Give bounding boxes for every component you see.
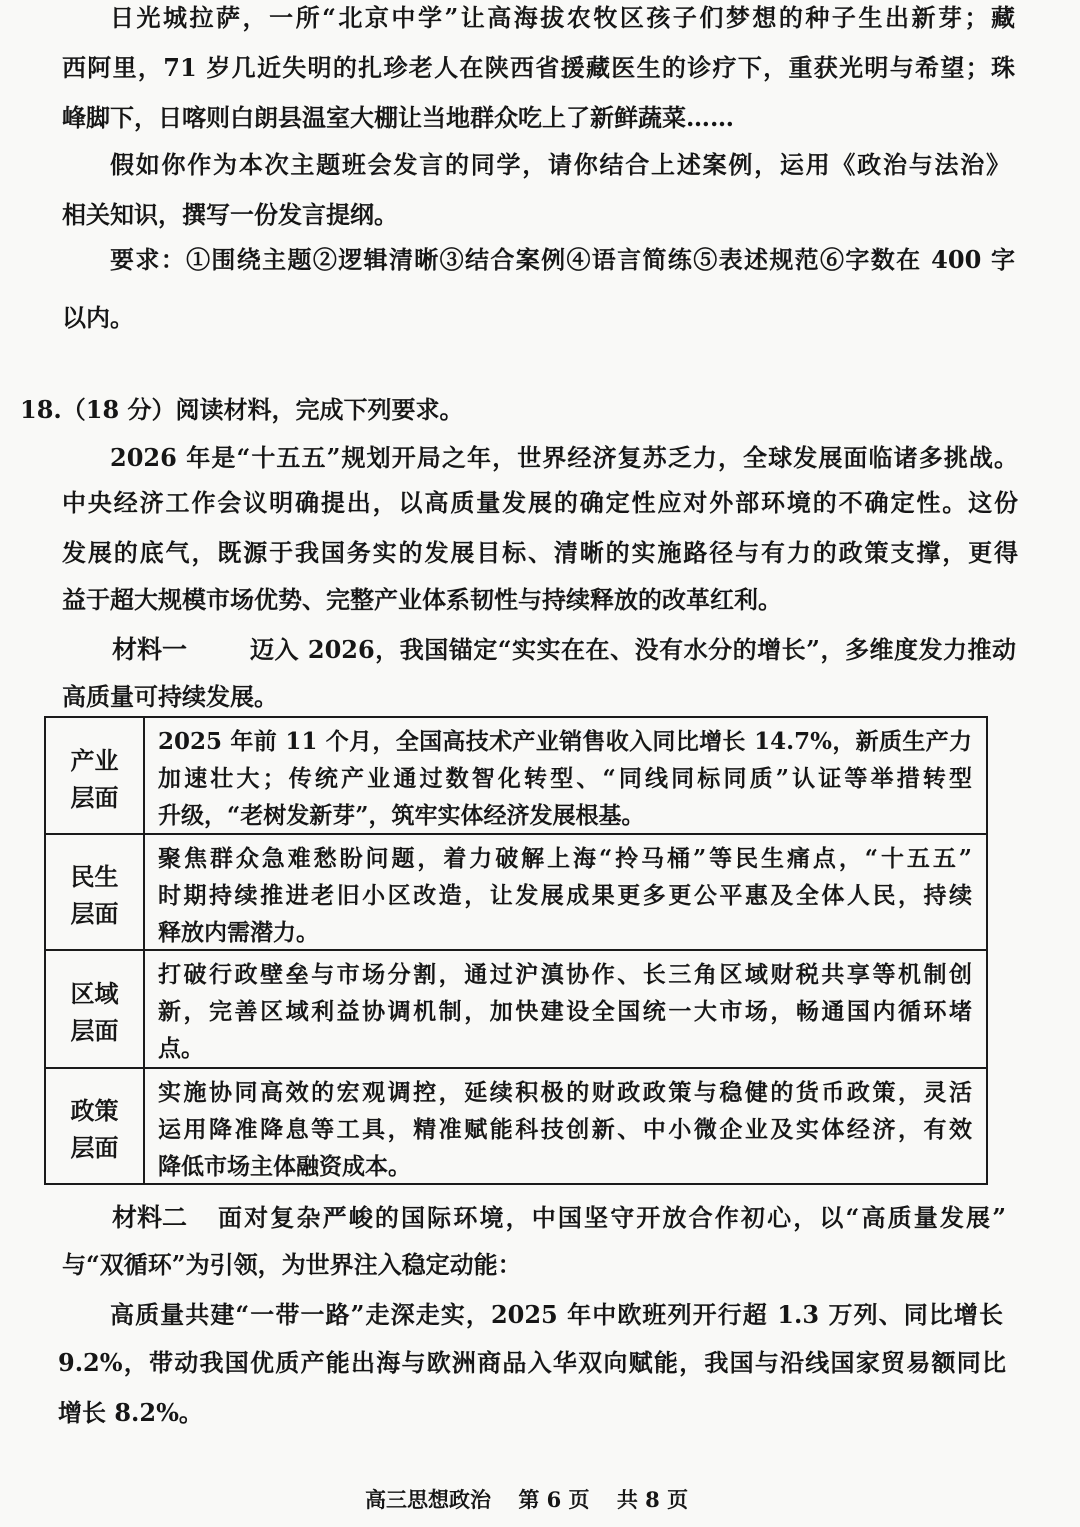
material-1-table xyxy=(44,716,988,1185)
row-label xyxy=(46,951,145,1067)
row-content-line: 运用降准降息等工具，精准赋能科技创新、中小微企业及实体经济，有效 xyxy=(158,1116,972,1143)
table-row-industry xyxy=(46,718,986,833)
footer-page-total: 共 8 页 xyxy=(616,1487,689,1512)
row-content-line: 点。 xyxy=(158,1035,204,1062)
task-line: 假如你作为本次主题班会发言的同学，请你结合上述案例，运用《政治与法治》 xyxy=(110,150,1010,179)
row-content xyxy=(145,718,986,833)
material-1-line: 高质量可持续发展。 xyxy=(62,682,278,711)
row-content-line: 新，完善区域利益协调机制，加快建设全国统一大市场，畅通国内循环堵 xyxy=(158,998,972,1025)
task-line: 相关知识，撰写一份发言提纲。 xyxy=(62,200,398,229)
row-content xyxy=(145,835,986,949)
row-content-line: 降低市场主体融资成本。 xyxy=(158,1153,411,1180)
material-1-label: 材料一 xyxy=(112,635,188,664)
row-content-line: 实施协同高效的宏观调控，延续积极的财政政策与稳健的货币政策，灵活 xyxy=(158,1079,972,1106)
case-line: 日光城拉萨，一所“北京中学”让高海拔农牧区孩子们梦想的种子生出新芽；藏 xyxy=(110,3,1015,32)
material-2-label: 材料二 xyxy=(112,1203,188,1232)
intro-line: 中央经济工作会议明确提出，以高质量发展的确定性应对外部环境的不确定性。这份 xyxy=(62,488,1018,517)
row-label-text: 民生层面 xyxy=(70,862,119,928)
requirement-line: 以内。 xyxy=(62,303,134,332)
row-label xyxy=(46,1069,145,1183)
requirement-line: 要求：①围绕主题②逻辑清晰③结合案例④语言简练⑤表述规范⑥字数在 400 字 xyxy=(110,245,1015,274)
case-line: 西阿里，71 岁几近失明的扎珍老人在陕西省援藏医生的诊疗下，重获光明与希望；珠 xyxy=(62,53,1015,82)
material-2-detail-line: 增长 8.2%。 xyxy=(58,1398,203,1427)
row-label xyxy=(46,835,145,949)
material-1-line: 迈入 2026，我国锚定“实实在在、没有水分的增长”，多维度发力推动 xyxy=(250,635,1016,664)
row-content xyxy=(145,951,986,1067)
table-row-livelihood xyxy=(46,833,986,949)
material-2-detail-line: 9.2%，带动我国优质产能出海与欧洲商品入华双向赋能，我国与沿线国家贸易额同比 xyxy=(58,1348,1006,1377)
intro-line: 益于超大规模市场优势、完整产业体系韧性与持续释放的改革红利。 xyxy=(62,585,782,614)
material-2-line: 与“双循环”为引领，为世界注入稳定动能： xyxy=(62,1250,522,1279)
row-label-text: 政策层面 xyxy=(70,1096,119,1162)
row-content-line: 时期持续推进老旧小区改造，让发展成果更多更公平惠及全体人民，持续 xyxy=(158,882,972,909)
row-content-line: 2025 年前 11 个月，全国高技术产业销售收入同比增长 14.7%，新质生产力 xyxy=(158,728,972,755)
question-18-heading: 18.（18 分）阅读材料，完成下列要求。 xyxy=(20,395,464,424)
row-content-line: 打破行政壁垒与市场分割，通过沪滇协作、长三角区域财税共享等机制创 xyxy=(158,961,972,988)
row-label-text: 产业层面 xyxy=(70,745,119,812)
row-label-text: 区域层面 xyxy=(70,979,119,1045)
row-content-line: 释放内需潜力。 xyxy=(158,919,319,946)
table-row-policy xyxy=(46,1067,986,1183)
footer-page-number: 第 6 页 xyxy=(518,1487,590,1512)
row-content xyxy=(145,1069,986,1183)
material-2-line: 面对复杂严峻的国际环境，中国坚守开放合作初心，以“高质量发展” xyxy=(218,1203,1006,1232)
row-label xyxy=(46,718,145,833)
table-row-regional xyxy=(46,949,986,1067)
page-footer xyxy=(365,1486,688,1514)
row-content-line: 聚焦群众急难愁盼问题，着力破解上海“拎马桶”等民生痛点，“十五五” xyxy=(158,845,972,872)
row-content-line: 加速壮大；传统产业通过数智化转型、“同线同标同质”认证等举措转型 xyxy=(158,765,972,792)
intro-line: 2026 年是“十五五”规划开局之年，世界经济复苏乏力，全球发展面临诸多挑战。 xyxy=(110,443,1018,472)
footer-subject: 高三思想政治 xyxy=(365,1487,491,1512)
case-line: 峰脚下，日喀则白朗县温室大棚让当地群众吃上了新鲜蔬菜…… xyxy=(62,103,734,132)
intro-line: 发展的底气，既源于我国务实的发展目标、清晰的实施路径与有力的政策支撑，更得 xyxy=(62,538,1018,567)
material-2-detail-line: 高质量共建“一带一路”走深走实，2025 年中欧班列开行超 1.3 万列、同比增长 xyxy=(110,1300,1003,1329)
row-content-line: 升级，“老树发新芽”，筑牢实体经济发展根基。 xyxy=(158,802,645,829)
